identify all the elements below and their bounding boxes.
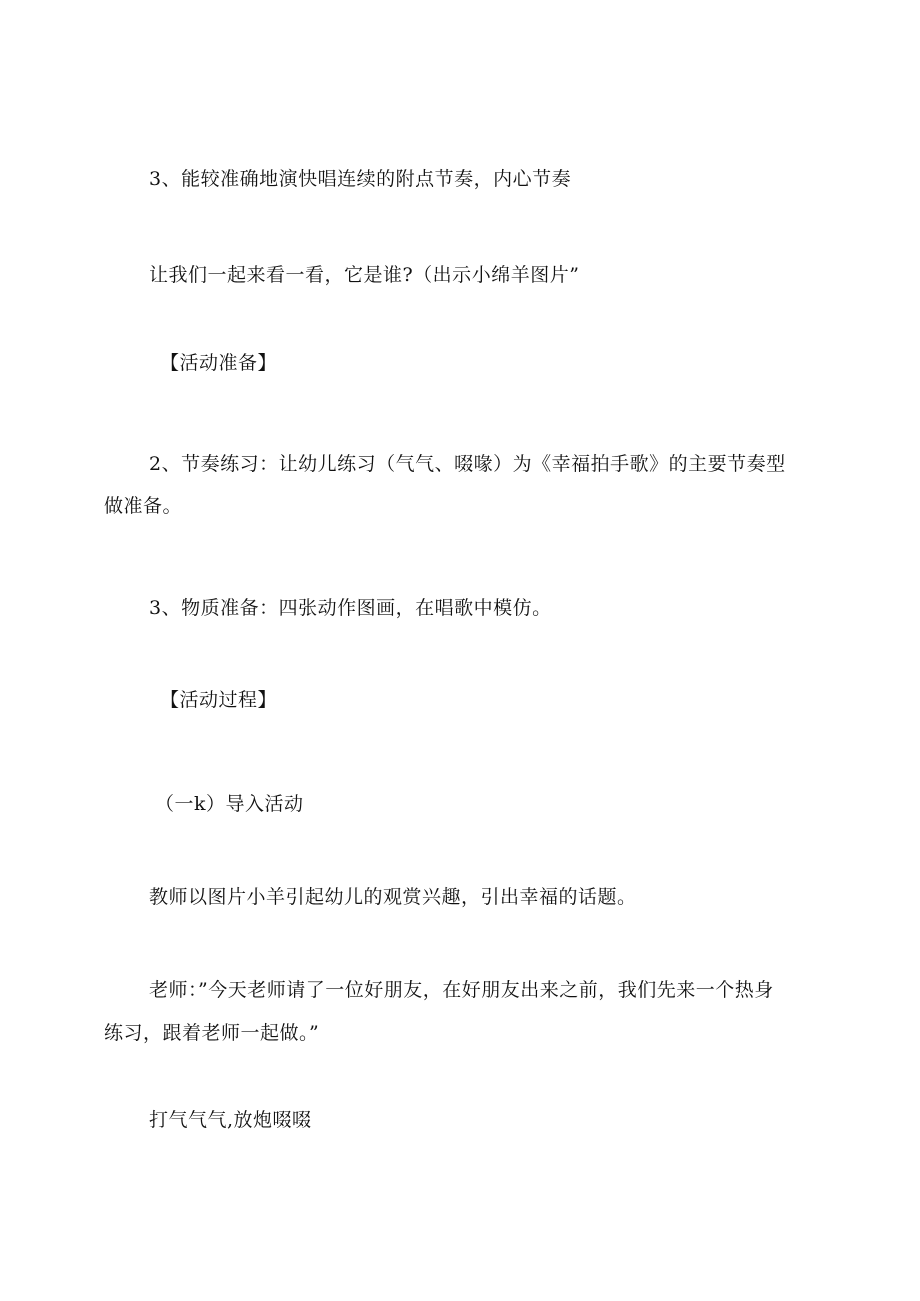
paragraph-rhythm-goal: 3、能较准确地演快唱连续的附点节奏，内心节奏 (149, 168, 572, 190)
paragraph-intro-question: 让我们一起来看一看，它是谁?（出示小绵羊图片” (149, 264, 580, 286)
paragraph-teacher-quote-line-1: 老师：”今天老师请了一位好朋友，在好朋友出来之前，我们先来一个热身 (149, 979, 774, 1001)
paragraph-teacher-picture: 教师以图片小羊引起幼儿的观赏兴趣，引出幸福的话题。 (149, 886, 637, 908)
paragraph-rhythm-practice-line-2: 做准备。 (104, 495, 183, 517)
heading-activity-process: 【活动过程】 (160, 689, 278, 711)
subheading-introduction-activity: （一k）导入活动 (155, 793, 304, 815)
paragraph-warmup-chant: 打气气气,放炮啜啜 (149, 1109, 312, 1131)
heading-activity-preparation: 【活动准备】 (160, 352, 278, 374)
paragraph-material-preparation: 3、物质准备：四张动作图画，在唱歌中模仿。 (149, 597, 552, 619)
paragraph-rhythm-practice-line-1: 2、节奏练习：让幼儿练习（气气、啜喙）为《幸福拍手歌》的主要节奏型 (149, 453, 786, 475)
paragraph-teacher-quote-line-2: 练习，跟着老师一起做。” (104, 1022, 320, 1044)
